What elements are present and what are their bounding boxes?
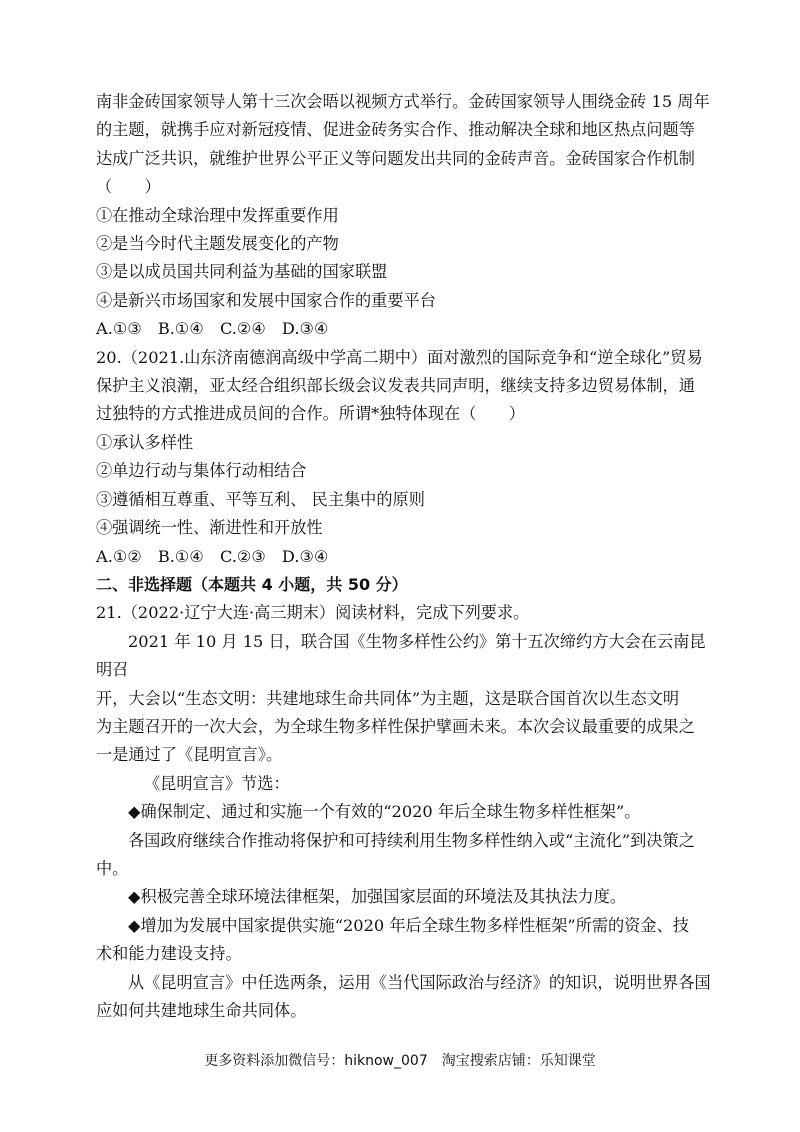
q20-stem-line-3: 过独特的方式推进成员间的合作。所谓*独特体现在（ ） <box>96 404 525 424</box>
footer-taobao: 淘宝搜索店铺：乐知课堂 <box>441 1053 596 1069</box>
q21-para1-line-1: 2021 年 10 月 15 日，联合国《生物多样性公约》第十五次缔约方大会在云南昆明召 <box>96 631 706 680</box>
q20-option-c: C.②③ <box>219 546 266 566</box>
q21-title: 21.（2022·辽宁大连·高三期末）阅读材料，完成下列要求。 <box>96 603 530 623</box>
q20-stem-line-1: 20.（2021.山东济南德润高级中学高二期中）面对激烈的国际竞争和“逆全球化”贸易 <box>96 347 703 367</box>
q21-para1-line-2: 开，大会以“生态文明：共建地球生命共同体”为主题，这是联合国首次以生态文明 <box>96 688 680 708</box>
page-footer <box>0 1050 800 1070</box>
q19-statement-3: ③是以成员国共同利益为基础的国家联盟 <box>96 262 388 282</box>
q21-question-line-1: 从《昆明宣言》中任选两条，运用《当代国际政治与经济》的知识，说明世界各国 <box>128 972 711 992</box>
section-heading: 二、非选择题（本题共 4 小题，共 50 分） <box>96 574 408 594</box>
question-21 <box>96 599 716 1025</box>
q21-para2-line-2: 中。 <box>96 858 129 878</box>
footer-wechat: 更多资料添加微信号：hiknow_007 <box>204 1053 428 1069</box>
q19-statement-1: ①在推动全球治理中发挥重要作用 <box>96 205 339 225</box>
q19-stem-line-1: 南非金砖国家领导人第十三次会晤以视频方式举行。金砖国家领导人围绕金砖 15 周年 <box>96 92 710 111</box>
q19-option-d: D.③④ <box>281 319 329 339</box>
q19-option-b: B.①④ <box>157 319 204 339</box>
q19-options <box>96 315 716 343</box>
q20-options <box>96 543 716 571</box>
q21-bullet-3-line-2: 术和能力建设支持。 <box>96 944 242 964</box>
question-19 <box>96 88 716 344</box>
q20-option-a: A.①② <box>96 546 142 566</box>
q20-option-b: B.①④ <box>157 546 204 566</box>
q19-statement-4: ④是新兴市场国家和发展中国家合作的重要平台 <box>96 290 436 310</box>
q21-question-line-2: 应如何共建地球生命共同体。 <box>96 1001 307 1020</box>
q21-bullet-2: ◆积极完善全球环境法律框架，加强国家层面的环境法及其执法力度。 <box>128 887 627 907</box>
q20-statement-2: ②单边行动与集体行动相结合 <box>96 461 307 481</box>
q21-bullet-3-line-1: ◆增加为发展中国家提供实施“2020 年后全球生物多样性框架”所需的资金、技 <box>128 915 689 935</box>
q21-para1-line-3: 为主题召开的一次大会，为全球生物多样性保护擘画未来。本次会议最重要的成果之 <box>96 716 695 736</box>
q20-option-d: D.③④ <box>281 546 329 566</box>
q21-excerpt-title: 《昆明宣言》节选： <box>144 773 290 793</box>
q19-option-c: C.②④ <box>219 319 266 339</box>
q19-stem-line-3: 达成广泛共识，就维护世界公平正义等问题发出共同的金砖声音。金砖国家合作机制 <box>96 148 695 168</box>
q20-statement-3: ③遵循相互尊重、平等互利、 民主集中的原则 <box>96 489 425 509</box>
q19-stem-line-2: 的主题，就携手应对新冠疫情、促进金砖务实合作、推动解决全球和地区热点问题等 <box>96 120 695 140</box>
q20-statement-4: ④强调统一性、渐进性和开放性 <box>96 518 323 538</box>
q20-statement-1: ①承认多样性 <box>96 432 194 452</box>
q19-option-a: A.①③ <box>96 319 142 339</box>
page-content <box>96 88 716 1025</box>
q20-stem-line-2: 保护主义浪潮，亚太经合组织部长级会议发表共同声明，继续支持多边贸易体制，通 <box>96 376 695 396</box>
q21-para1-line-4: 一是通过了《昆明宣言》。 <box>96 745 283 765</box>
question-20 <box>96 344 716 571</box>
q21-bullet-1: ◆确保制定、通过和实施一个有效的“2020 年后全球生物多样性框架”。 <box>128 802 641 822</box>
q19-statement-2: ②是当今时代主题发展变化的产物 <box>96 234 339 254</box>
q21-para2-line-1: 各国政府继续合作推动将保护和可持续利用生物多样性纳入或“主流化”到决策之 <box>128 830 695 850</box>
q19-stem-line-4: （ ） <box>96 177 161 197</box>
